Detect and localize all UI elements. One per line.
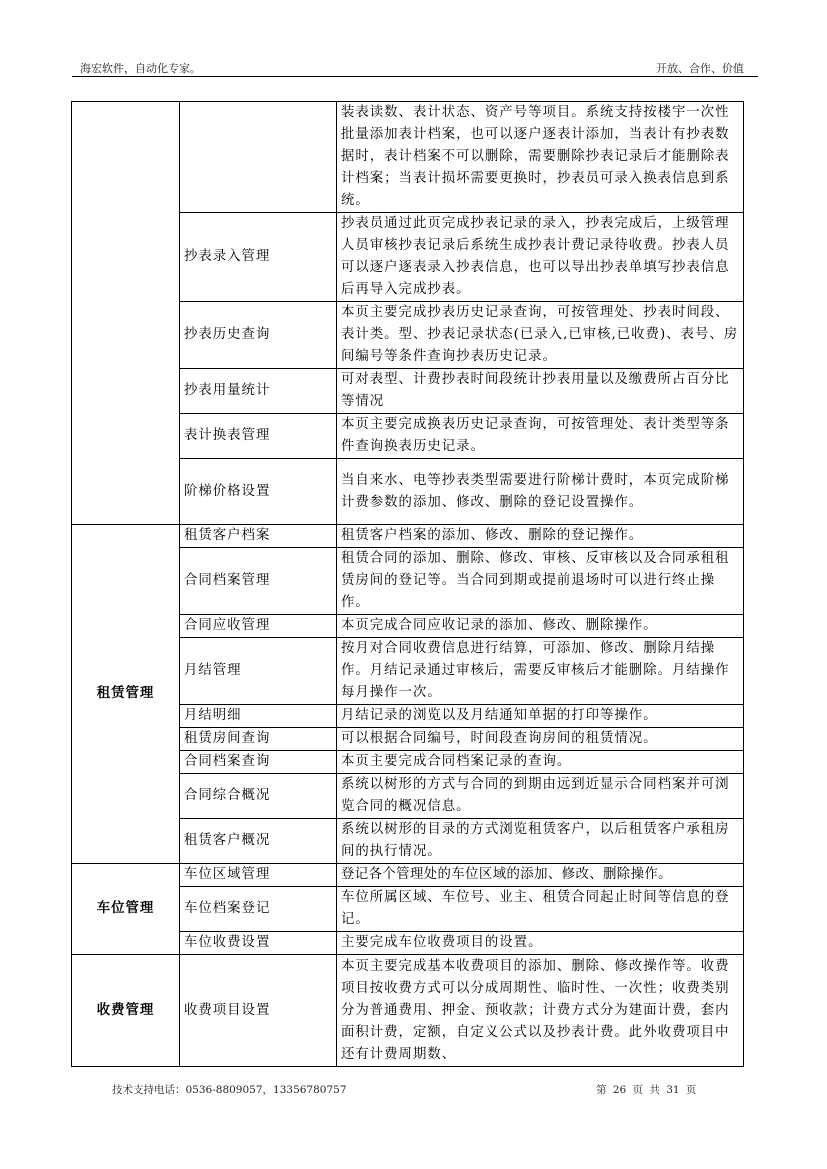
function-cell: 抄表录入管理 [180, 213, 337, 302]
module-cell [72, 102, 180, 525]
description-cell: 按月对合同收费信息进行结算，可添加、修改、删除月结操作。月结记录通过审核后，需要反审核后才能删除。月结操作每月操作一次。 [337, 638, 744, 705]
description-cell: 登记各个管理处的车位区域的添加、修改、删除操作。 [337, 864, 744, 887]
description-cell: 系统以树形的目录的方式浏览租赁客户，以后租赁客户承租房间的执行情况。 [337, 819, 744, 864]
function-cell: 合同档案查询 [180, 751, 337, 774]
description-cell: 本页完成合同应收记录的添加、修改、删除操作。 [337, 615, 744, 638]
page-header [80, 58, 744, 78]
function-cell: 阶梯价格设置 [180, 459, 337, 525]
function-cell: 合同档案管理 [180, 548, 337, 615]
table-row [72, 955, 744, 1067]
function-cell: 租赁客户概况 [180, 819, 337, 864]
header-values: 开放、合作、价值 [656, 62, 744, 75]
header-slogan: 海宏软件，自动化专家。 [80, 62, 201, 75]
description-cell: 租赁合同的添加、删除、修改、审核、反审核以及合同承租租赁房间的登记等。当合同到期或提前退场时可以进行终止操作。 [337, 548, 744, 615]
module-cell: 收费管理 [72, 955, 180, 1067]
function-cell: 抄表历史查询 [180, 302, 337, 369]
function-cell: 租赁客户档案 [180, 525, 337, 548]
description-cell: 系统以树形的方式与合同的到期由远到近显示合同档案并可浏览合同的概况信息。 [337, 774, 744, 819]
table-row [72, 102, 744, 213]
table-row [72, 525, 744, 548]
description-cell: 本页主要完成合同档案记录的查询。 [337, 751, 744, 774]
function-cell [180, 102, 337, 213]
function-cell: 抄表用量统计 [180, 369, 337, 414]
module-cell: 车位管理 [72, 864, 180, 955]
function-cell: 车位档案登记 [180, 887, 337, 932]
description-cell: 车位所属区域、车位号、业主、租赁合同起止时间等信息的登记。 [337, 887, 744, 932]
description-cell: 本页主要完成基本收费项目的添加、删除、修改操作等。收费项目按收费方式可以分成周期性、临时性、一次性；收费类别分为普通费用、押金、预收款；计费方式分为建面计费，套内面积计费，定额，自定义公式以及抄表计费。此外收费项目中还有计费周期数、 [337, 955, 744, 1067]
description-cell: 租赁客户档案的添加、修改、删除的登记操作。 [337, 525, 744, 548]
function-cell: 合同综合概况 [180, 774, 337, 819]
function-cell: 收费项目设置 [180, 955, 337, 1067]
function-cell: 车位区域管理 [180, 864, 337, 887]
function-cell: 月结管理 [180, 638, 337, 705]
function-cell: 月结明细 [180, 705, 337, 728]
function-cell: 车位收费设置 [180, 932, 337, 955]
description-cell: 装表读数、表计状态、资产号等项目。系统支持按楼宇一次性批量添加表计档案，也可以逐户逐表计添加，当表计有抄表数据时，表计档案不可以删除，需要删除抄表记录后才能删除表计档案；当表计损坏需要更换时，抄表员可录入换表信息到系统。 [337, 102, 744, 213]
function-cell: 租赁房间查询 [180, 728, 337, 751]
description-cell: 可以根据合同编号，时间段查询房间的租赁情况。 [337, 728, 744, 751]
description-cell: 可对表型、计费抄表时间段统计抄表用量以及缴费所占百分比等情况 [337, 369, 744, 414]
module-cell: 租赁管理 [72, 525, 180, 864]
description-cell: 本页主要完成换表历史记录查询，可按管理处、表计类型等条件查询换表历史记录。 [337, 414, 744, 459]
table-row [72, 864, 744, 887]
description-cell: 本页主要完成抄表历史记录查询，可按管理处、抄表时间段、表计类。型、抄表记录状态(已录入,已审核,已收费)、表号、房间编号等条件查询抄表历史记录。 [337, 302, 744, 369]
page-number: 第 26 页 共 31 页 [596, 1084, 697, 1096]
support-phone: 技术支持电话：0536-8809057，13356780757 [112, 1084, 347, 1096]
description-cell: 主要完成车位收费项目的设置。 [337, 932, 744, 955]
function-table [71, 101, 744, 1067]
function-cell: 表计换表管理 [180, 414, 337, 459]
description-cell: 当自来水、电等抄表类型需要进行阶梯计费时，本页完成阶梯计费参数的添加、修改、删除的登记设置操作。 [337, 459, 744, 525]
description-cell: 抄表员通过此页完成抄表记录的录入，抄表完成后，上级管理人员审核抄表记录后系统生成抄表计费记录待收费。抄表人员可以逐户逐表录入抄表信息，也可以导出抄表单填写抄表信息后再导入完成抄表。 [337, 213, 744, 302]
description-cell: 月结记录的浏览以及月结通知单据的打印等操作。 [337, 705, 744, 728]
header-rule [72, 76, 758, 77]
function-cell: 合同应收管理 [180, 615, 337, 638]
